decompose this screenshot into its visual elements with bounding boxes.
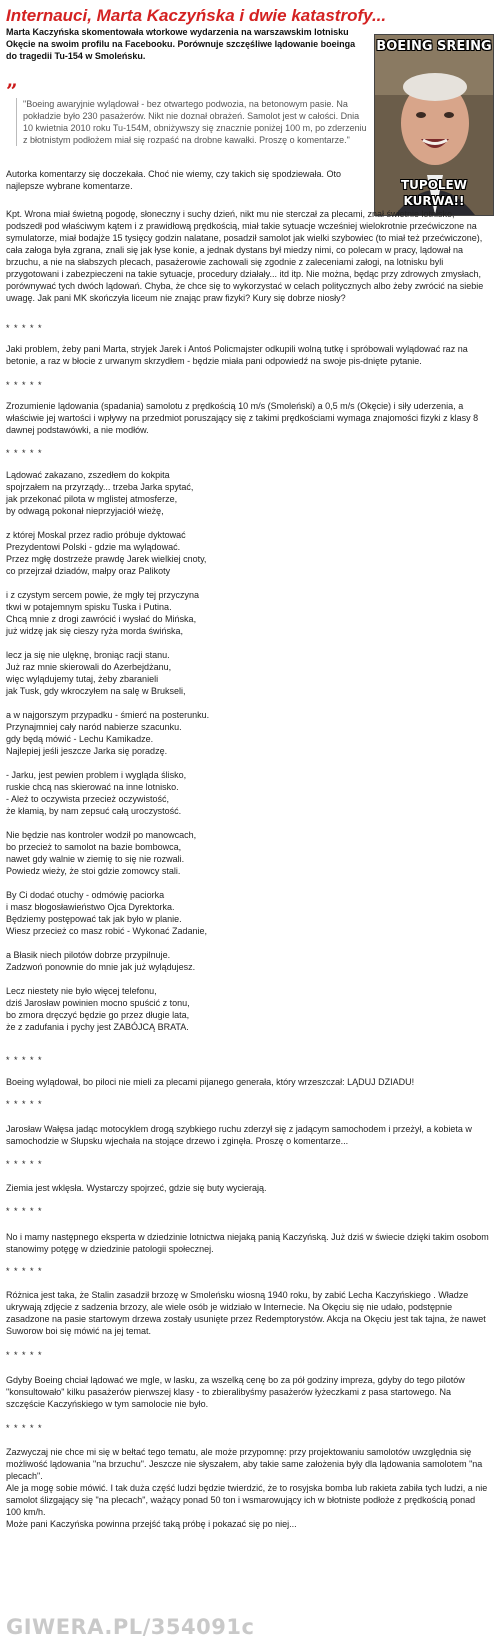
comment-3: Zrozumienie lądowania (spadania) samolotu z prędkością 10 m/s (Smoleński) a 0,5 m/s (Okęcie) i siły uderzenia, a właściwie jej wartości i wpływy na przedmiot poruszający się z takimi prędkościami wymaga znajomości fizyki z klasy 8 dawnej podstawówki, a nie modłów.	[6, 401, 479, 435]
watermark	[6, 1615, 254, 1639]
comment-2: Jaki problem, żeby pani Marta, stryjek Jarek i Antoś Policmajster odkupili wolną tutkę i spróbowali wylądować raz na betonie, a raz w błocie z urwanym skrzydłem - będzie miała pani odpowiedź na swoje pis-dnięte pytanie.	[6, 344, 468, 366]
separator: * * * * *	[6, 1266, 43, 1276]
comment-4-poem: Lądować zakazano, zszedłem do kokpita spojrzałem na przyrządy... trzeba Jarka spytać, jak przekonać pilota w mglistej atmosferze, by odwagą pokonał nieprzyjaciół wieżę, z której Moskal przez radio próbuje dyktować Prezydentowi Polski - gdzie ma wylądować. Przez mgłę dostrzeże prawdę Jarek wielkiej cnoty, co przejrzał dziadów, małpy oraz Palikoty i z czystym sercem powie, że mgły tej przyczyna tkwi w potajemnym spisku Tuska i Putina. Chcą mnie z drogi zawrócić i wysłać do Mińska, już widzę jak się cieszy ryża morda świńska, lecz ja się nie ulęknę, broniąc racji stanu. Już raz mnie skierowali do Azerbejdżanu, więc wylądujemy tutaj, żeby zbaranieli jak Tusk, gdy wkroczyłem na salę w Brukseli, a w najgorszym przypadku - śmierć na posterunku. Przynajmniej cały naród nabierze szacunku. gdy będą mówić - Lechu Kamikadze. Najlepiej jeśli jeszcze Jarka się poradzę. - Jarku, jest pewien problem i wygląda ślisko, ruskie chcą nas skierować na inne lotnisko. - Ależ to oczywista przecież oczywistość, że kłamią, by nam zepsuć całą uroczystość. Nie będzie nas kontroler wodził po manowcach, bo przecież to samolot na bazie bombowca, nawet gdy walnie w ziemię to się nie rozwali. Powiedz wieży, że stoi gdzie zomowcy stali. By Ci dodać otuchy - odmówię paciorka i masz błogosławieństwo Ojca Dyrektorka. Będziemy postępować tak jak było w planie. Wiesz przecież co masz robić - Wykonać Zadanie, a Błasik niech pilotów dobrze przypilnuje. Zadzwoń ponownie do mnie jak już wylądujesz. Lecz niestety nie było więcej telefonu, dziś Jarosław powinien mocno spuścić z tonu, bo zmora dręczyć będzie go przez długie lata, że z zadufania i pychy jest ZABÓJCĄ BRATA.	[6, 470, 210, 1032]
comment-11: Zazwyczaj nie chce mi się w bełtać tego tematu, ale może przypomnę: przy projektowaniu samolotów uwzględnia się możliwość lądowania "na brzuchu". Jeszcze nie słyszałem, aby takie same założenia były dla lądowania samolotem "na plecach". Ale ja mogę sobie mówić. I tak duża część ludzi będzie twierdzić, że to rosyjska bomba lub rakieta zabiła tych ludzi, a nie samolot ślizgający się "na plecach", ważący ponad 50 ton i wsmarowujący ich w błotniste podłoże z prędkością ponad 100 km/h. Może pani Kaczyńska powinna przejść taką próbę i pokazać się po niej...	[6, 1447, 488, 1529]
author-note: Autorka komentarzy się doczekała. Choć nie wiemy, czy takich się spodziewała. Oto najlepsze wybrane komentarze.	[6, 169, 341, 191]
separator: * * * * *	[6, 323, 43, 333]
separator: * * * * *	[6, 1099, 43, 1109]
comment-9: Różnica jest taka, że Stalin zasadził brzozę w Smoleńsku wiosną 1940 roku, by zabić Lecha Kaczyńskiego . Władze ukrywają zdjęcie z sadzenia brzozy, ale wiele osób je widziało w Internecie. Na Okęciu się nie udało, podstępnie zasadzone na pasie startowym drzewa zostały usunięte przez Redemptorystów. Akcja na Okęciu jest tak tajna, że nawet Suworow boi się mówić na jej temat.	[6, 1290, 486, 1336]
comment-7: Ziemia jest wklęsła. Wystarczy spojrzeć, gdzie się buty wycierają.	[6, 1183, 267, 1193]
separator: * * * * *	[6, 1206, 43, 1216]
comment-8: No i mamy następnego eksperta w dziedzinie lotnictwa niejaką panią Kaczyńską. Już dziś w świecie dzięki takim osobom stanowimy potęgę w dziedzinie patologii społecznej.	[6, 1232, 489, 1254]
comment-1: Kpt. Wrona miał świetną pogodę, słoneczny i suchy dzień, nikt mu nie sterczał za plecami, znał świetnie lotnisko, podszedł pod właściwym kątem i z prawidłową prędkością, miał takie sytuacje wcześniej wielokrotnie przećwiczone na symulatorze, miał bodajże 15 tysięcy godzin nalatane, posadził samolot jak wielki szybowiec (to miał też przećwiczone), cała załoga była zgrana, znali się jak łyse konie, a jednak dystans był miedzy nimi, co polecam w pracy, lądował na brzuchu, a nie na słabszych plecach, pasażerowie zachowali się zgodnie z zaleceniami załogi, na lotnisku byli przygotowani i zabezpieczeni na takie sytuacje, procedury działały... itd itp. Nie można, będąc przy zdrowych zmysłach, porównywać tych dwóch lądowań. Chyba, że chce się to wykorzystać w celach politycznych albo żeby zwrócić na siebie uwagę. Jak pani MK skończyła liceum nie znając praw fizyki? Kury się dobrze niosły?	[6, 209, 484, 303]
separator: * * * * *	[6, 1159, 43, 1169]
separator: * * * * *	[6, 1350, 43, 1360]
comment-5: Boeing wylądował, bo piloci nie mieli za plecami pijanego generała, który wrzeszczał: LĄDUJ DZIADU!	[6, 1077, 415, 1087]
separator: * * * * *	[6, 1055, 43, 1065]
separator: * * * * *	[6, 448, 43, 458]
watermark-site: GIWERA.PL/	[6, 1615, 151, 1639]
quote-mark-icon: ”	[6, 79, 18, 103]
meme-photo	[374, 34, 494, 216]
separator: * * * * *	[6, 380, 43, 390]
meme-top-caption: BOEING SREING	[376, 39, 492, 54]
comment-10: Gdyby Boeing chciał lądować we mgle, w lasku, za wszelką cenę bo za pół godziny impreza, gdyby do tego pilotów "konsultowało" kilku pasażerów pierwszej klasy - to zbieralibyśmy pasażerów łyżeczkami z pasa startowego. Na szczęście Kaczyńskiego w tym samolocie nie było.	[6, 1375, 465, 1409]
article-intro: Marta Kaczyńska skomentowała wtorkowe wydarzenia na warszawskim lotnisku Okęcie na swoim profilu na Facebooku. Porównuje szczęśliwe lądowanie boeinga do tragedii Tu-154 w Smoleńsku.	[6, 27, 356, 61]
facebook-quote: "Boeing awaryjnie wylądował - bez otwartego podwozia, na betonowym pasie. Na pokładzie było 230 pasażerów. Nikt nie doznał obrażeń. Samolot jest w całości. Dnia 10 kwietnia 2010 roku Tu-154M, obniżywszy się znacznie poniżej 100 m, po zderzeniu z błotnistym podłożem miał się rozpaść na drobne kawałki. Proszę o komentarze."	[16, 98, 369, 146]
watermark-id: 354091c	[150, 1615, 255, 1639]
separator: * * * * *	[6, 1423, 43, 1433]
meme-bottom-line-1: TUPOLEW	[400, 178, 467, 192]
article-title: Internauci, Marta Kaczyńska i dwie katastrofy...	[6, 6, 387, 25]
comment-6: Jarosław Wałęsa jadąc motocyklem drogą szybkiego ruchu zderzył się z jadącym samochodem i przeżył, a kobieta w samochodzie w Słupsku wjechała na stojące drzewo i zginęła. Proszę o komentarze...	[6, 1124, 472, 1146]
meme-bottom-line-2: KURWA!!	[403, 194, 465, 208]
meme-bottom-caption	[375, 177, 493, 209]
